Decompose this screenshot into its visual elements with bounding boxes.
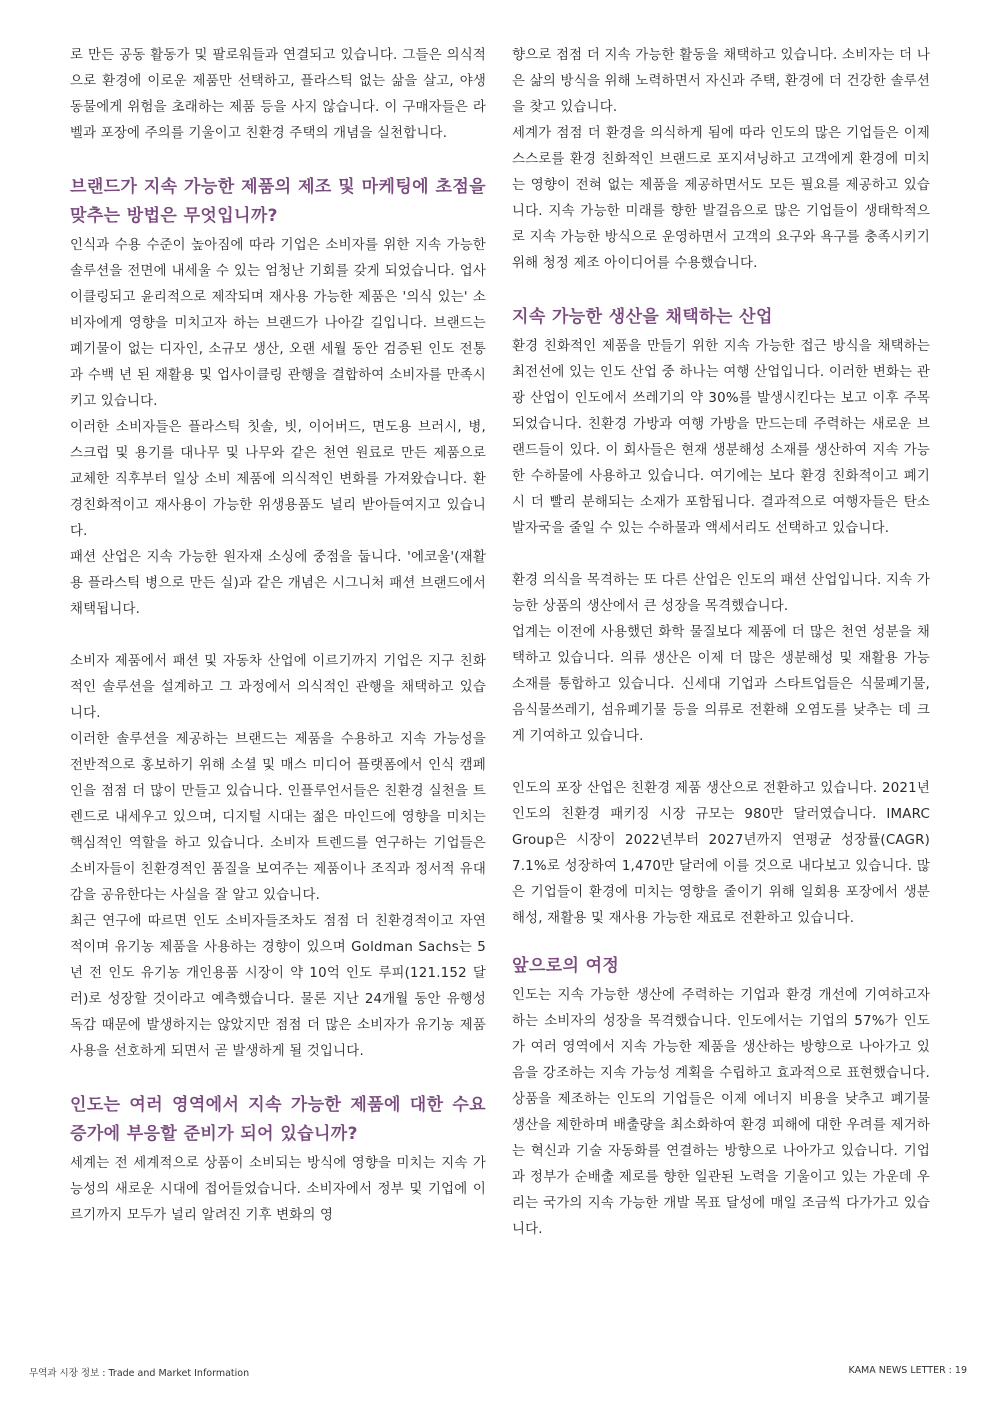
paragraph: 이러한 소비자들은 플라스틱 칫솔, 빗, 이어버드, 면도용 브러시, 병, 스크럽 및 용기를 대나무 및 나무와 같은 천연 원료로 만든 제품으로 교체한 직후부터 일상 소비 제품에 의식적인 변화를 가져왔습니다. 환경친화적이고 재사용이 가능한 위생용품도 널리 받아들여지고 있습니다. [70, 420, 486, 539]
paragraph: 이러한 솔루션을 제공하는 브랜드는 제품을 수용하고 지속 가능성을 전반적으로 홍보하기 위해 소셜 및 매스 미디어 플랫폼에서 인식 캠페인을 점점 더 많이 만들고 있습니다. 인플루언서들은 친환경 실천을 트렌드로 내세우고 있으며, 디지털 시대는 젊은 마인드에 영향을 미치는 핵심적인 역할을 하고 있습니다. 소비자 트렌드를 연구하는 기업들은 소비자들이 친환경적인 품질을 보여주는 제품이나 조직과 정서적 유대감을 공유한다는 사실을 잘 알고 있습니다. [70, 732, 486, 903]
section-heading: 앞으로의 여정 [512, 956, 620, 976]
section-heading: 브랜드가 지속 가능한 제품의 제조 및 마케팅에 초점을 맞추는 방법은 무엇입니까? [70, 177, 486, 226]
paragraph: 소비자 제품에서 패션 및 자동차 산업에 이르기까지 기업은 지구 친화적인 솔루션을 설계하고 그 과정에서 의식적인 관행을 채택하고 있습니다. [70, 654, 486, 721]
section-heading: 인도는 여러 영역에서 지속 가능한 제품에 대한 수요 증가에 부응할 준비가 되어 있습니까? [70, 1095, 486, 1144]
paragraph: 세계가 점점 더 환경을 의식하게 됨에 따라 인도의 많은 기업들은 이제 스스로를 환경 친화적인 브랜드로 포지셔닝하고 고객에게 환경에 미치는 영향이 전혀 없는 제품을 제공하면서도 모든 필요를 제공하고 있습니다. 지속 가능한 미래를 향한 발걸음으로 많은 기업들이 생태학적으로 지속 가능한 방식으로 운영하면서 고객의 요구와 욕구를 충족시키기 위해 청정 제조 아이디어를 수용했습니다. [512, 126, 930, 271]
section-heading: 지속 가능한 생산을 채택하는 산업 [512, 307, 773, 327]
paragraph: 인식과 수용 수준이 높아짐에 따라 기업은 소비자를 위한 지속 가능한 솔루션을 전면에 내세울 수 있는 엄청난 기회를 갖게 되었습니다. 업사이클링되고 윤리적으로 제작되며 재사용 가능한 제품은 '의식 있는' 소비자에게 영향을 미치고자 하는 브랜드가 나아갈 길입니다. 브랜드는 폐기물이 없는 디자인, 소규모 생산, 오랜 세월 동안 검증된 인도 전통과 수백 년 된 재활용 및 업사이클링 관행을 결합하여 소비자를 만족시키고 있습니다. [70, 238, 486, 409]
paragraph: 세계는 전 세계적으로 상품이 소비되는 방식에 영향을 미치는 지속 가능성의 새로운 시대에 접어들었습니다. 소비자에서 정부 및 기업에 이르기까지 모두가 널리 알려진 기후 변화의 영 [70, 1156, 486, 1223]
paragraph: 향으로 점점 더 지속 가능한 활동을 채택하고 있습니다. 소비자는 더 나은 삶의 방식을 위해 노력하면서 자신과 주택, 환경에 더 건강한 솔루션을 찾고 있습니다. [512, 48, 930, 115]
right-column [512, 43, 930, 1243]
footer-page-number: KAMA NEWS LETTER : 19 [848, 1365, 967, 1376]
paragraph: 인도는 지속 가능한 생산에 주력하는 기업과 환경 개선에 기여하고자 하는 소비자의 성장을 목격했습니다. 인도에서는 기업의 57%가 인도가 여러 영역에서 지속 가능한 제품을 생산하는 방향으로 나아가고 있음을 강조하는 지속 가능성 계획을 수립하고 효과적으로 표현했습니다. 상품을 제조하는 인도의 기업들은 이제 에너지 비용을 낮추고 폐기물 생산을 제한하며 배출량을 최소화하여 환경 피해에 대한 우려를 제거하는 혁신과 기술 자동화를 연결하는 방향으로 나아가고 있습니다. 기업과 정부가 순배출 제로를 향한 일관된 노력을 기울이고 있는 가운데 우리는 국가의 지속 가능한 개발 목표 달성에 매일 조금씩 다가가고 있습니다. [512, 988, 930, 1237]
paragraph: 환경 친화적인 제품을 만들기 위한 지속 가능한 접근 방식을 채택하는 최전선에 있는 인도 산업 중 하나는 여행 산업입니다. 이러한 변화는 관광 산업이 인도에서 쓰레기의 약 30%를 발생시킨다는 보고 이후 주목되었습니다. 친환경 가방과 여행 가방을 만드는데 주력하는 새로운 브랜드들이 있다. 이 회사들은 현재 생분해성 소재를 생산하여 지속 가능한 수하물에 사용하고 있습니다. 여기에는 보다 환경 친화적이고 폐기 시 더 빨리 분해되는 소재가 포함됩니다. 결과적으로 여행자들은 탄소 발자국을 줄일 수 있는 수하물과 액세서리도 선택하고 있습니다. [512, 339, 930, 536]
paragraph: 최근 연구에 따르면 인도 소비자들조차도 점점 더 친환경적이고 자연적이며 유기농 제품을 사용하는 경향이 있으며 Goldman Sachs는 5년 전 인도 유기농 개인용품 시장이 약 10억 인도 루피(121.152 달러)로 성장할 것이라고 예측했습니다. 물론 지난 24개월 동안 유행성 독감 때문에 발생하지는 않았지만 점점 더 많은 소비자가 유기농 제품 사용을 선호하게 되면서 곧 발생하게 될 것입니다. [70, 914, 486, 1059]
footer-section-label: 무역과 시장 정보 : Trade and Market Information [29, 1368, 250, 1379]
paragraph: 환경 의식을 목격하는 또 다른 산업은 인도의 패션 산업입니다. 지속 가능한 상품의 생산에서 큰 성장을 목격했습니다. [512, 573, 930, 614]
paragraph: 업계는 이전에 사용했던 화학 물질보다 제품에 더 많은 천연 성분을 채택하고 있습니다. 의류 생산은 이제 더 많은 생분해성 및 재활용 가능 소재를 통합하고 있습니다. 신세대 기업과 스타트업들은 식물폐기물, 음식물쓰레기, 섬유폐기물 등을 의류로 전환해 오염도를 낮추는 데 크게 기여하고 있습니다. [512, 625, 930, 744]
paragraph: 로 만든 공동 활동가 및 팔로워들과 연결되고 있습니다. 그들은 의식적으로 환경에 이로운 제품만 선택하고, 플라스틱 없는 삶을 살고, 야생 동물에게 위험을 초래하는 제품 등을 사지 않습니다. 이 구매자들은 라벨과 포장에 주의를 기울이고 친환경 주택의 개념을 실천합니다. [70, 48, 486, 141]
left-column [70, 43, 486, 1229]
paragraph: 패션 산업은 지속 가능한 원자재 소싱에 중점을 둡니다. '에코울'(재활용 플라스틱 병으로 만든 실)과 같은 개념은 시그니처 패션 브랜드에서 채택됩니다. [70, 550, 486, 617]
paragraph: 인도의 포장 산업은 친환경 제품 생산으로 전환하고 있습니다. 2021년 인도의 친환경 패키징 시장 규모는 980만 달러였습니다. IMARC Group은 시장이 2022년부터 2027년까지 연평균 성장률(CAGR) 7.1%로 성장하여 1,470만 달러에 이를 것으로 내다보고 있습니다. 많은 기업들이 환경에 미치는 영향을 줄이기 위해 일회용 포장에서 생분해성, 재활용 및 재사용 가능한 재료로 전환하고 있습니다. [512, 781, 930, 926]
